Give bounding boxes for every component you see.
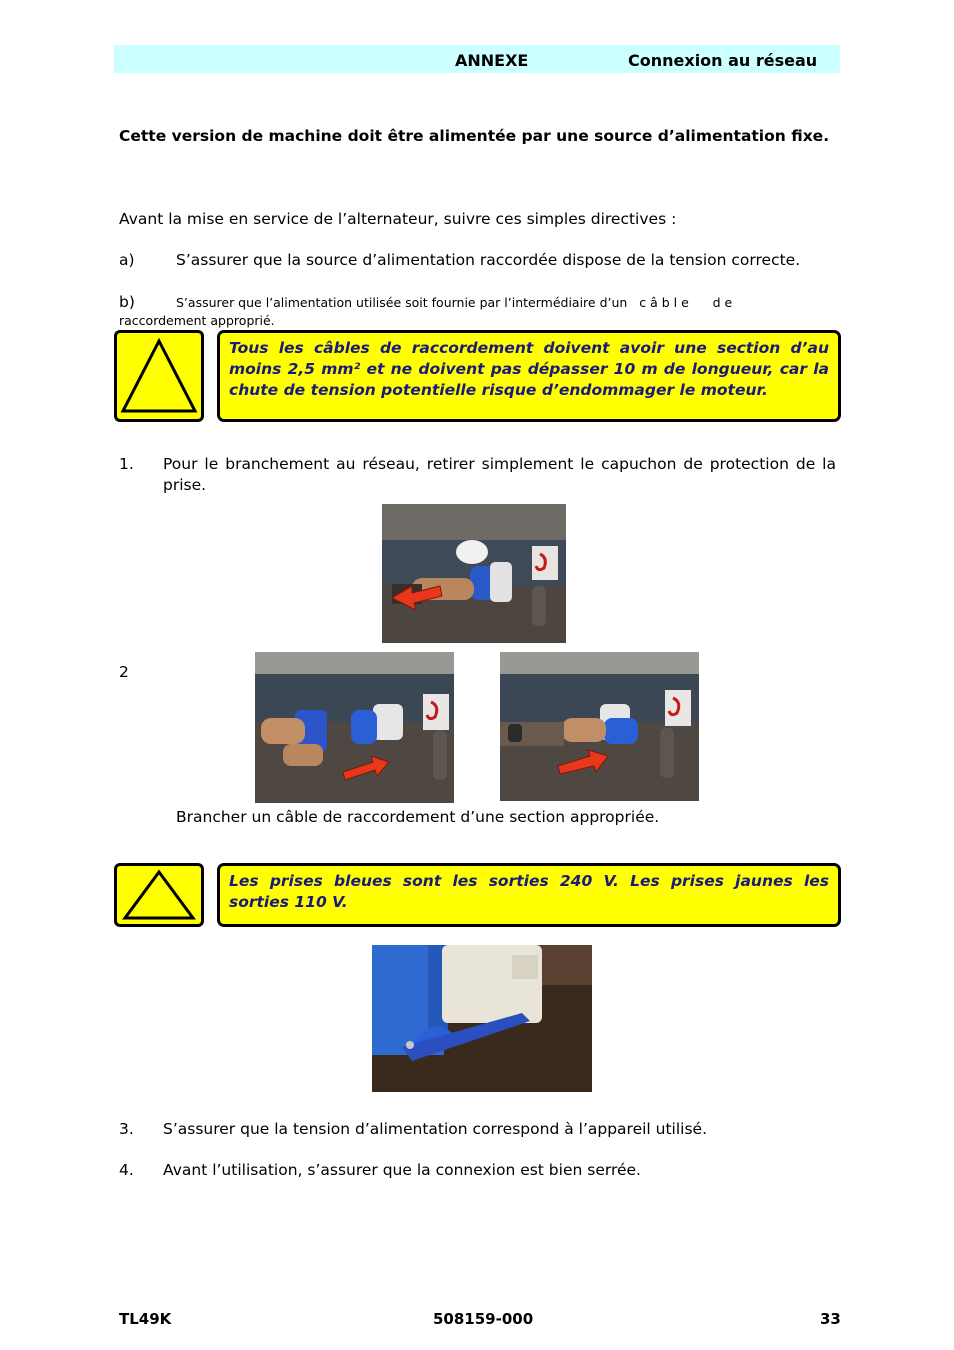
footer-doc-number: 508159-000	[433, 1310, 534, 1328]
footer-page-number: 33	[820, 1310, 841, 1328]
intro-text: Cette version de machine doit être alimentée par une source d’alimentation fixe.	[119, 127, 830, 145]
warning-icon-box	[114, 330, 204, 422]
photo-remove-cap	[382, 504, 566, 643]
step2-number: 2	[119, 663, 129, 681]
photo-insert-plug	[255, 652, 454, 803]
step3-text: S’assurer que la tension d’alimentation correspond à l’appareil utilisé.	[163, 1120, 708, 1138]
header-title: Connexion au réseau	[628, 51, 818, 70]
item-b-label: b)	[119, 293, 135, 311]
item-a-text: S’assurer que la source d’alimentation raccordée dispose de la tension correcte.	[176, 251, 801, 269]
warning-socket-voltages: Les prises bleues sont les sorties 240 V. Les prises jaunes les sorties 110 V.	[217, 863, 841, 927]
step1-text: Pour le branchement au réseau, retirer simplement le capuchon de protection de la prise.	[163, 455, 836, 494]
lead-text: Avant la mise en service de l’alternateur, suivre ces simples directives :	[119, 210, 677, 228]
footer-model: TL49K	[119, 1310, 172, 1328]
warning2-icon-box	[114, 863, 204, 927]
warning-cable-section: Tous les câbles de raccordement doivent avoir une section d’au moins 2,5 mm² et ne doivent pas dépasser 10 m de longueur, car la chute de tension potentielle risque d’endommager le moteur.	[217, 330, 841, 422]
step1-number: 1.	[119, 455, 134, 473]
step2-caption: Brancher un câble de raccordement d’une section appropriée.	[176, 808, 660, 826]
item-b-continuation: raccordement approprié.	[119, 313, 275, 328]
photo-plug-connected	[500, 652, 699, 801]
item-b-text: S’assurer que l’alimentation utilisée soit fournie par l’intermédiaire d’un c â b l e d e	[176, 295, 733, 310]
warning-triangle-icon	[117, 333, 201, 419]
photo-blue-plug-closeup	[372, 945, 592, 1092]
step3-number: 3.	[119, 1120, 134, 1138]
item-a-label: a)	[119, 251, 135, 269]
warning-triangle-icon	[117, 866, 201, 924]
header-section: ANNEXE	[455, 51, 529, 70]
step4-number: 4.	[119, 1161, 134, 1179]
step4-text: Avant l’utilisation, s’assurer que la connexion est bien serrée.	[163, 1161, 641, 1179]
